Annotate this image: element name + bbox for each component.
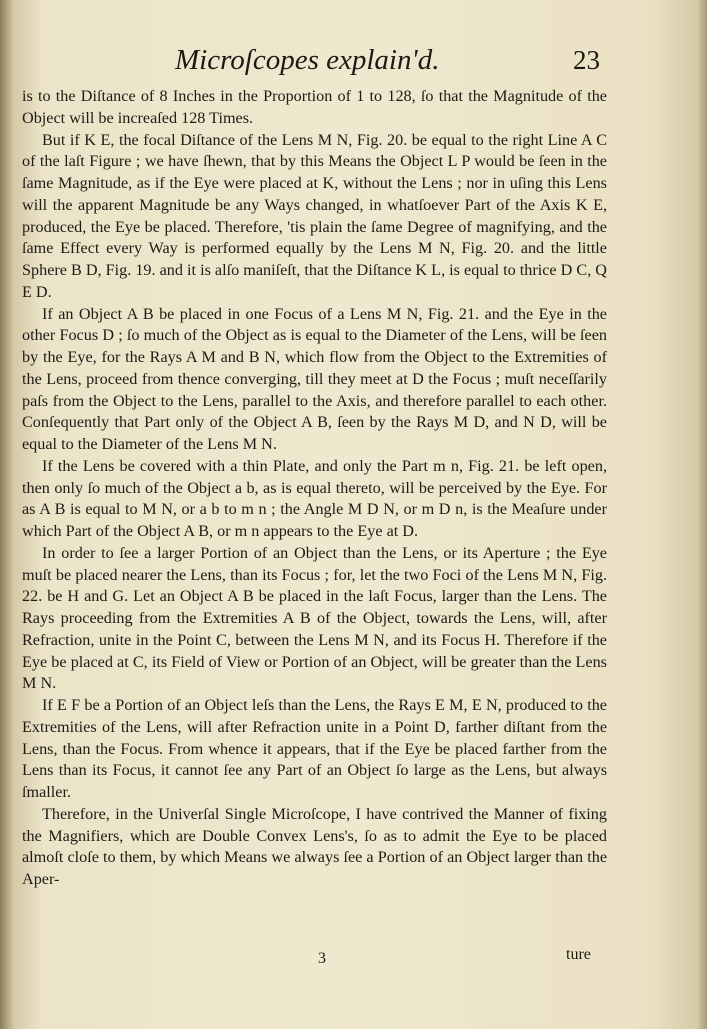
- paragraph-6: If E F be a Portion of an Object leſs than the Lens, the Rays E M, E N, produced to the Extremities of the Lens, will after Refraction unite in a Point D, farther diſtant from the Lens, than the Focus. From whence it appears, that if the Eye be placed farther from the Lens than its Focus, it cannot ſee any Part of an Object ſo large as the Lens, but always ſmaller.: [22, 696, 607, 801]
- running-header: [0, 44, 707, 84]
- paragraph-4: If the Lens be covered with a thin Plate, and only the Part m n, Fig. 21. be left open, then only ſo much of the Object a b, as is equal thereto, will be perceived by the Eye. For as A B is equal to M N, or a b to m n ; the Angle M D N, or m D n, is the Meaſure under which Part of the Object A B, or m n appears to the Eye at D.: [22, 456, 607, 540]
- paragraph-5: In order to ſee a larger Portion of an Object than the Lens, or its Aperture ; the Eye muſt be placed nearer the Lens, than its Focus ; for, let the two Foci of the Lens M N, Fig. 22. be H and G. Let an Object A B be placed in the laſt Focus, larger than the Lens. The Rays proceeding from the Extremities A B of the Object, towards the Lens, will, after Refraction, unite in the Point C, between the Lens M N, and its Focus H. Therefore if the Eye be placed at C, its Field of View or Portion of an Object, will be greater than the Lens M N.: [22, 543, 607, 693]
- page-footer: [0, 946, 707, 970]
- page-gutter-shadow: [0, 0, 14, 1029]
- page-edge-shadow: [697, 0, 707, 1029]
- body-text: [22, 86, 607, 891]
- paragraph-3: If an Object A B be placed in one Focus of a Lens M N, Fig. 21. and the Eye in the other Focus D ; ſo much of the Object as is equal to the Diameter of the Lens, will be ſeen by the Eye, for the Rays A M and B N, which flow from the Object to the Extremities of the Lens, proceed from thence converging, till they meet at D the Focus ; muſt neceſſarily paſs from the Object to the Lens, parallel to the Axis, and therefore parallel to each other. Conſequently that Part only of the Object A B, ſeen by the Rays M D, and N D, will be equal to the Diameter of the Lens M N.: [22, 304, 607, 453]
- page-number: 23: [573, 45, 600, 75]
- paragraph-7: Therefore, in the Univerſal Single Microſcope, I have contrived the Manner of fixing the Magnifiers, which are Double Convex Lens's, ſo as to admit the Eye to be placed almoſt cloſe to them, by which Means we always ſee a Portion of an Object larger than the Aper-: [22, 804, 607, 888]
- paragraph-1: is to the Diſtance of 8 Inches in the Proportion of 1 to 128, ſo that the Magnitude of the Object will be increaſed 128 Times.: [22, 87, 607, 127]
- paragraph-2: But if K E, the focal Diſtance of the Lens M N, Fig. 20. be equal to the right Line A C of the laſt Figure ; we have ſhewn, that by this Means the Object L P would be ſeen in the ſame Magnitude, as if the Eye were placed at K, without the Lens ; nor in uſing this Lens will the apparent Magnitude be any Ways changed, in whatſoever Part of the Axis K E, produced, the Eye be placed. Therefore, 'tis plain the ſame Degree of magnifying, and the ſame Effect every Way is performed equally by the Lens M N, Fig. 20. and the little Sphere B D, Fig. 19. and it is alſo maniſeſt, that the Diſtance K L, is equal to thrice D C, Q E D.: [22, 130, 607, 301]
- catchword: ture: [566, 946, 591, 963]
- running-title: Microſcopes explain'd.: [175, 44, 440, 76]
- signature-mark: 3: [318, 950, 326, 967]
